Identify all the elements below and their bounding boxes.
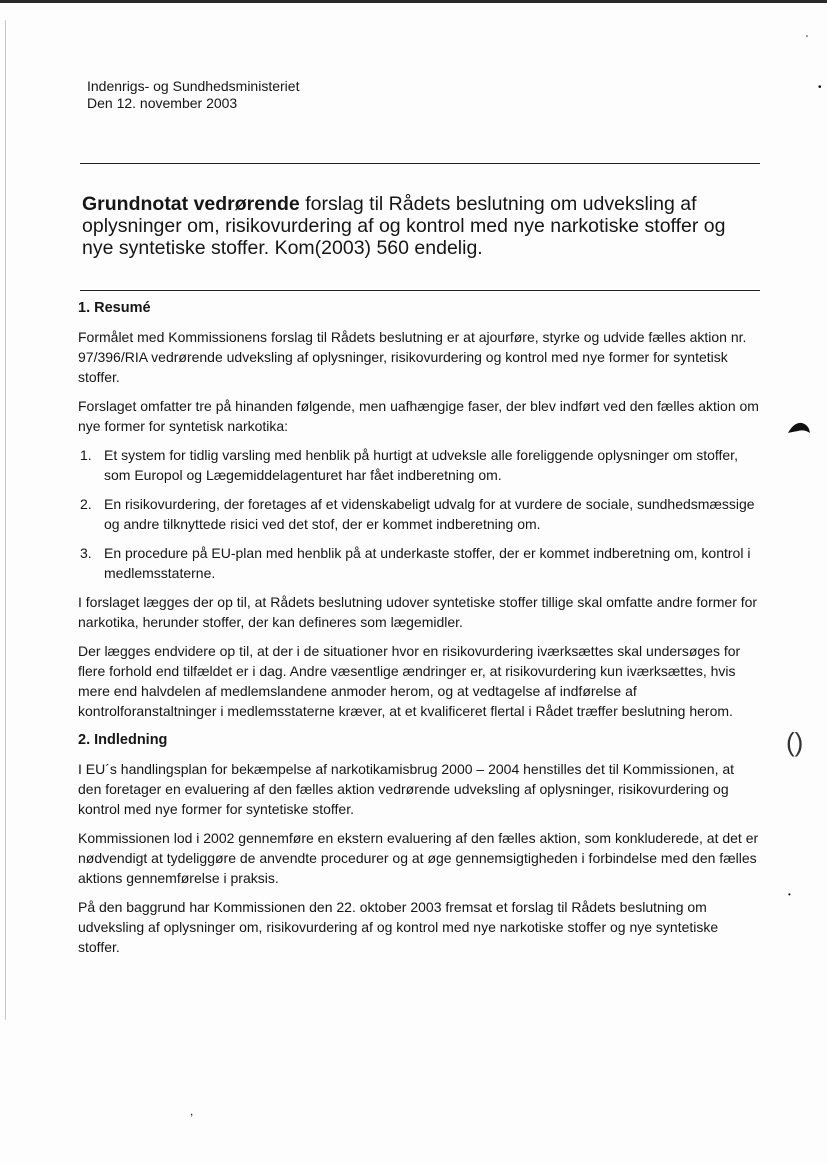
scan-speck: ' — [806, 34, 808, 45]
scan-edge-top — [0, 0, 827, 3]
scan-speck: • — [818, 82, 822, 93]
paragraph: I forslaget lægges der op til, at Rådets beslutning udover syntetiske stoffer tillige skal omfatte andre former for narkotika, herunder stoffer, der kan defineres som lægemidler. — [78, 594, 758, 630]
title-bold: Grundnotat vedrørende — [82, 193, 300, 215]
paragraph: I EU´s handlingsplan for bekæmpelse af narkotikamisbrug 2000 – 2004 henstilles det til Kommissionen, at den foretager en evaluering af den fælles aktion vedrørende udveksling af oplysninger, risikovurdering og kontrol med nye former for syntetiske stoffer. — [78, 761, 735, 817]
list-item — [78, 494, 760, 534]
list-number: 1. — [80, 447, 92, 463]
divider-top — [80, 163, 760, 164]
list-number: 2. — [80, 496, 92, 512]
phase-list — [78, 445, 760, 583]
list-item — [78, 543, 760, 583]
list-text: En risikovurdering, der foretages af et videnskabeligt udvalg for at vurdere de sociale, sundhedsmæssige og andre tilknyttede risici ved det stof, der er kommet indberetning om. — [104, 496, 755, 532]
ministry-name: Indenrigs- og Sundhedsministeriet — [87, 78, 300, 94]
list-text: Et system for tidlig varsling med henblik på hurtigt at udveksle alle foreliggende oplysninger om stoffer, som Europol og Lægemiddelagenturet har fået indberetning om. — [104, 447, 738, 483]
paragraph: Der lægges endvidere op til, at der i de situationer hvor en risikovurdering iværksættes skal undersøges for flere forhold end tilfældet er i dag. Andre væsentlige ændringer er, at risikovurdering kun iværksættes, hvis mere end halvdelen af medlemslandene anmoder herom, og at vedtagelse af indførelse af kontrolforanstaltninger i medlemsstaterne kræver, at et kvalificeret flertal i Rådet træffer beslutning herom. — [78, 643, 741, 719]
paragraph: Formålet med Kommissionens forslag til Rådets beslutning er at ajourføre, styrke og udvide fælles aktion nr. 97/396/RIA vedrørende udveksling af oplysninger, risikovurdering og kontrol med nye former for syntetisk stoffer. — [78, 329, 747, 385]
scan-blot — [786, 420, 812, 436]
document-title — [82, 193, 762, 259]
document-header — [87, 78, 299, 112]
list-item — [78, 445, 760, 485]
document-date: Den 12. november 2003 — [87, 95, 238, 111]
list-text: En procedure på EU-plan med henblik på at underkaste stoffer, der er kommet indberetning om, kontrol i medlemsstaterne. — [104, 545, 751, 581]
paragraph: Kommissionen lod i 2002 gennemføre en ekstern evaluering af den fælles aktion, som konkluderede, at det er nødvendigt at tydeliggøre de anvendte procedurer og at øge gennemsigtigheden i forbindelse med den fælles aktions gennemførelse i praksis. — [78, 830, 759, 886]
title-rest: forslag til Rådets beslutning om udveksling af oplysninger om, risikovurdering af og kontrol med nye narkotiske stoffer og nye syntetiske stoffer. Kom(2003) 560 endelig. — [82, 193, 726, 259]
scan-paren-mark: () — [786, 727, 804, 757]
paragraph: Forslaget omfatter tre på hinanden følgende, men uafhængige faser, der blev indført ved den fælles aktion om nye former for syntetisk narkotika: — [78, 398, 759, 434]
divider-title — [80, 290, 760, 291]
section-heading-resume: 1. Resumé — [78, 300, 151, 316]
list-number: 3. — [80, 545, 92, 561]
document-body — [78, 298, 760, 966]
scan-speck: • — [788, 890, 791, 899]
paragraph: På den baggrund har Kommissionen den 22. oktober 2003 fremsat et forslag til Rådets beslutning om udveksling af oplysninger om, risikovurdering af og kontrol med nye narkotiske stoffer og nye syntetiske stoffer. — [78, 899, 719, 955]
section-heading-intro: 2. Indledning — [78, 732, 168, 748]
scan-edge-left — [5, 20, 6, 1020]
scan-speck: , — [190, 1104, 194, 1118]
